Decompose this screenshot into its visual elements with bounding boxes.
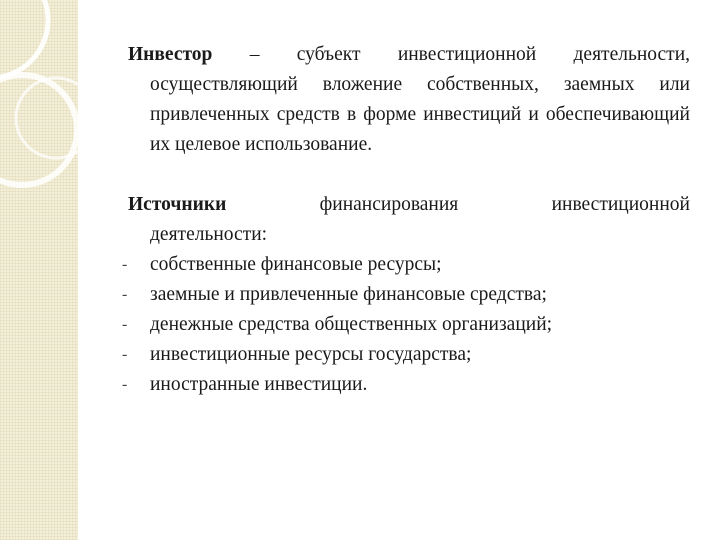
list-item-text: собственные финансовые ресурсы; [150,254,442,275]
list-item-text: денежные средства общественных организаций; [150,314,553,335]
sources-heading-bold: Источники [128,194,227,215]
list-item [122,310,690,340]
dash-bullet: - [122,316,128,333]
definition-term: Инвестор [128,44,213,65]
dash-bullet: - [122,376,128,393]
decorative-side-band [0,0,78,540]
sources-list [122,250,690,400]
list-item [122,340,690,370]
slide-content [122,40,690,400]
list-item [122,280,690,310]
investor-definition [128,40,690,160]
decorative-circles [0,0,78,540]
dash-bullet: - [122,346,128,363]
definition-text: – субъект инвестиционной деятельности, осуществляющий вложение собственных, заемных или привлеченных средств в форме инвестиций и обеспечивающий их целевое использование. [150,44,690,155]
list-item-text: заемные и привлеченные финансовые средства; [150,284,547,305]
dash-bullet: - [122,286,128,303]
sources-heading-word2: финансирования [319,194,459,215]
dash-bullet: - [122,256,128,273]
list-item-text: иностранные инвестиции. [150,374,368,395]
list-item [122,250,690,280]
list-item-text: инвестиционные ресурсы государства; [150,344,472,365]
sources-heading-word3: инвестиционной [551,194,690,215]
sources-heading [128,190,690,220]
list-item [122,370,690,400]
sources-heading-continuation: деятельности: [150,224,268,245]
